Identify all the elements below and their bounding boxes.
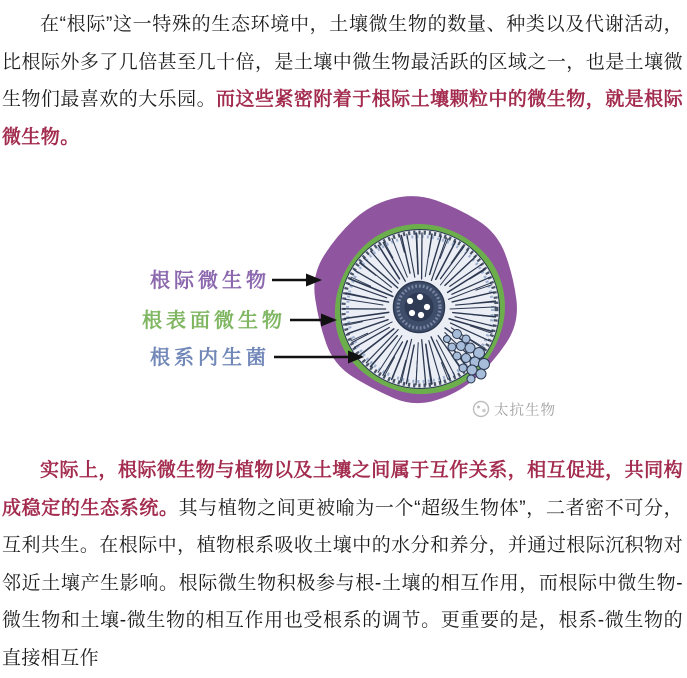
paragraph-intro — [2, 6, 683, 156]
watermark — [474, 401, 557, 419]
watermark-text: 太抗生物 — [494, 401, 556, 419]
label-root-endophytes: 根系内生菌 — [150, 345, 270, 369]
intro-text: 在“根际”这一特殊的生态环境中，土壤微生物的数量、种类以及代谢活动，比根际外多了几倍甚至几十倍，是土壤中微生物最活跃的区域之一，也是土壤微生物们最喜欢的大乐园。 — [2, 14, 683, 110]
intro-highlight-text: 而这些紧密附着于根际土壤颗粒中的微生物，就是根际微生物。 — [2, 89, 683, 148]
root-cross-section-figure — [0, 180, 687, 438]
cross-section-art — [314, 196, 517, 403]
watermark-logo-icon — [474, 402, 489, 417]
label-rhizosphere-microbes: 根际微生物 — [150, 268, 270, 292]
cross-section-svg — [0, 180, 687, 438]
outro-highlight-text: 实际上，根际微生物与植物以及土壤之间属于互作关系，相互促进，共同构成稳定的生态系统。 — [2, 460, 683, 519]
label-root-surface-microbes: 根表面微生物 — [142, 308, 286, 332]
outro-text: 其与植物之间更被喻为一个“超级生物体”，二者密不可分，互利共生。在根际中，植物根系吸收土壤中的水分和养分，并通过根际沉积物对邻近土壤产生影响。根际微生物积极参与根-土壤的相互作用，而根际中微生物-微生物和土壤-微生物的相互作用也受根系的调节。更重要的是，根系-微生物的直接相互作 — [2, 498, 683, 669]
paragraph-outro — [2, 452, 683, 678]
